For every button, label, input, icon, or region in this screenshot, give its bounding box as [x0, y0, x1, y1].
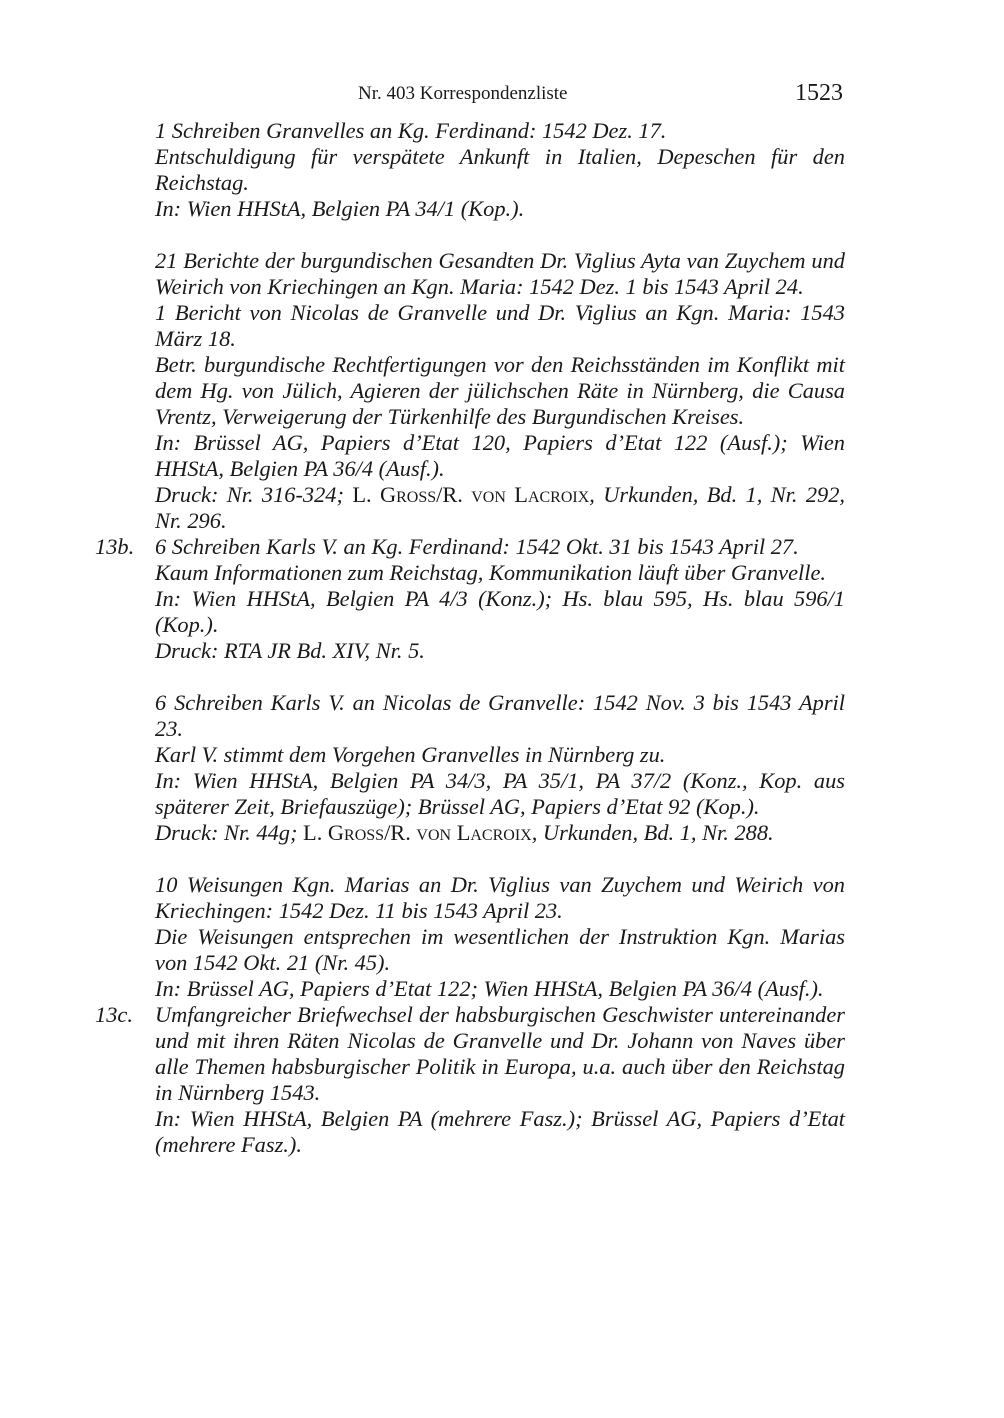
list-entry: [155, 248, 845, 534]
entry-line: In: Wien HHStA, Belgien PA (mehrere Fasz.); Brüssel AG, Papiers d’Etat (mehrere Fasz.).: [155, 1106, 845, 1157]
entry-line: 6 Schreiben Karls V. an Kg. Ferdinand: 1542 Okt. 31 bis 1543 April 27.: [155, 534, 799, 559]
list-entry: [155, 118, 845, 222]
entry-line: Kaum Informationen zum Reichstag, Kommunikation läuft über Granvelle.: [155, 560, 827, 585]
entry-line: Betr. burgundische Rechtfertigungen vor den Reichsständen im Konflikt mit dem Hg. von Jülich, Agieren der jülichschen Räte in Nürnberg, die Causa Vrentz, Verweigerung der Türkenhilfe des Burgundischen Kreises.: [155, 352, 845, 429]
entry-line: In: Wien HHStA, Belgien PA 34/3, PA 35/1, PA 37/2 (Konz., Kop. aus späterer Zeit, Briefauszüge); Brüssel AG, Papiers d’Etat 92 (Kop.).: [155, 768, 845, 819]
druck-prefix: Druck: Nr. 44g;: [155, 820, 304, 845]
entry-line: 1 Schreiben Granvelles an Kg. Ferdinand: 1542 Dez. 17.: [155, 118, 667, 143]
correspondence-list: [95, 118, 846, 1158]
druck-prefix: Druck: Nr. 316-324;: [155, 482, 353, 507]
entry-line: Entschuldigung für verspätete Ankunft in Italien, Depeschen für den Reichstag.: [155, 144, 845, 195]
entry-line: 21 Berichte der burgundischen Gesandten Dr. Viglius Ayta van Zuychem und Weirich von Kriechingen an Kgn. Maria: 1542 Dez. 1 bis 1543 April 24.: [155, 248, 845, 299]
druck-suffix: , Urkunden, Bd. 1, Nr. 292, Nr. 296.: [155, 482, 846, 533]
running-head-title: Nr. 403 Korrespondenzliste: [358, 83, 568, 104]
entry-marker: 13c.: [95, 1002, 133, 1027]
list-entry: [155, 690, 845, 846]
entry-line: 6 Schreiben Karls V. an Nicolas de Granvelle: 1542 Nov. 3 bis 1543 April 23.: [155, 690, 845, 741]
entry-line: In: Brüssel AG, Papiers d’Etat 120, Papiers d’Etat 122 (Ausf.); Wien HHStA, Belgien PA 36/4 (Ausf.).: [155, 430, 845, 481]
entry-line: 1 Bericht von Nicolas de Granvelle und Dr. Viglius an Kgn. Maria: 1543 März 18.: [155, 300, 845, 351]
entry-marker: 13b.: [95, 534, 135, 559]
list-entry: [155, 872, 845, 1002]
entry-line: In: Brüssel AG, Papiers d’Etat 122; Wien HHStA, Belgien PA 36/4 (Ausf.).: [155, 976, 824, 1001]
entry-line: In: Wien HHStA, Belgien PA 34/1 (Kop.).: [155, 196, 525, 221]
page-number: 1523: [795, 80, 843, 106]
list-entry: [95, 1002, 845, 1158]
entry-line: In: Wien HHStA, Belgien PA 4/3 (Konz.); Hs. blau 595, Hs. blau 596/1 (Kop.).: [155, 586, 845, 637]
druck-suffix: , Urkunden, Bd. 1, Nr. 288.: [531, 820, 774, 845]
entry-line: Die Weisungen entsprechen im wesentlichen der Instruktion Kgn. Marias von 1542 Okt. 21 (Nr. 45).: [155, 924, 845, 975]
druck-line: [155, 820, 845, 846]
druck-author: L. Groß/R. von Lacroix: [303, 820, 532, 845]
entry-line: Umfangreicher Briefwechsel der habsburgischen Geschwister untereinander und mit ihren Räten Nicolas de Granvelle und Dr. Johann von Naves über alle Themen habsburgischer Politik in Europa, u.a. auch über den Reichstag in Nürnberg 1543.: [155, 1002, 845, 1105]
druck-author: L. Groß/R. von Lacroix: [352, 482, 590, 507]
entry-line: Druck: RTA JR Bd. XIV, Nr. 5.: [155, 638, 425, 663]
list-entry: [95, 534, 845, 664]
druck-line: [155, 482, 845, 534]
running-head: [0, 80, 1004, 108]
entry-line: 10 Weisungen Kgn. Marias an Dr. Viglius van Zuychem und Weirich von Kriechingen: 1542 Dez. 11 bis 1543 April 23.: [155, 872, 845, 923]
entry-line: Karl V. stimmt dem Vorgehen Granvelles in Nürnberg zu.: [155, 742, 666, 767]
